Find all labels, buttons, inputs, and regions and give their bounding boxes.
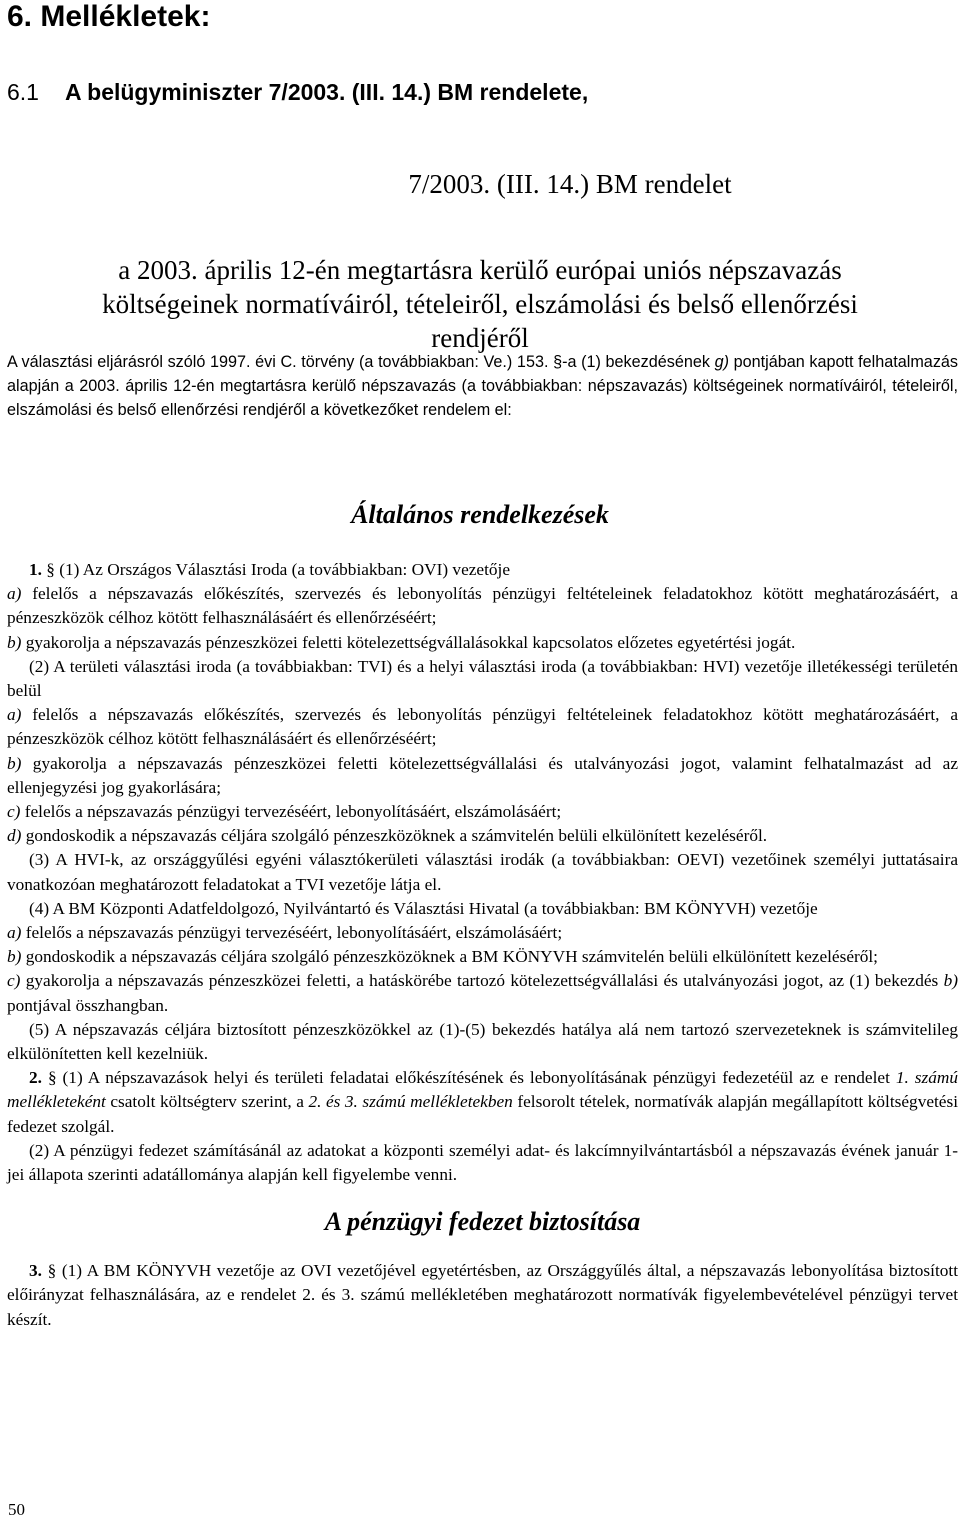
decree-subtitle-line-1: a 2003. április 12-én megtartásra kerülő európai uniós népszavazás [118, 255, 842, 285]
chapter-title: 6. Mellékletek: [7, 0, 211, 33]
section-3-number: 3. [29, 1261, 42, 1281]
intro-text-italic: g) [714, 353, 729, 371]
section-1-p4-item-a: a) felelős a népszavazás pénzügyi tervezéséért, lebonyolításáért, elszámolásáért; [7, 923, 563, 943]
section-2-number: 2. [29, 1068, 42, 1088]
intro-paragraph [7, 350, 958, 422]
section-1-paragraph-5: (5) A népszavazás céljára biztosított pénzeszközökkel az (1)-(5) bekezdés hatálya alá nem tartozó szervezeteknek is számvitelileg elkülönítetten kell kezelniük. [7, 1019, 958, 1064]
section-3-paragraph-1: 3. § (1) A BM KÖNYVH vezetője az OVI vezetőjével egyetértésben, az Országgyűlés által, a népszavazás lebonyolítása biztosított előirányzat felhasználására, az e rendelet 2. és 3. számú mellékletében meghatározott normatívák figyelembevételével pénzügyi tervet készít. [7, 1261, 958, 1329]
intro-text-1: A választási eljárásról szóló 1997. évi C. törvény (a továbbiakban: Ve.) 153. §-a (1) bekezdésének [7, 353, 715, 371]
section-1-paragraph-4: (4) A BM Központi Adatfeldolgozó, Nyilvántartó és Választási Hivatal (a továbbiakban: BM KÖNYVH) vezetője [29, 898, 818, 918]
section-1-p2-item-c: c) felelős a népszavazás pénzügyi tervezéséért, lebonyolításáért, elszámolásáért; [7, 802, 562, 822]
decree-title: 7/2003. (III. 14.) BM rendelet [408, 169, 732, 199]
section-1-paragraph-2: (2) A területi választási iroda (a továbbiakban: TVI) és a helyi választási iroda (a továbbiakban: HVI) vezetője illetékességi területén belül [7, 656, 958, 701]
section-1-p2-item-a: a) felelős a népszavazás előkészítés, szervezés és lebonyolítás pénzügyi feltételeinek feladatokhoz kötött meghatározásáért, a pénzeszközök célhoz kötött felhasználásáért és ellenőrzéséért; [7, 705, 958, 749]
heading-financial-coverage: A pénzügyi fedezet biztosítása [324, 1207, 641, 1237]
intro-text-2: pontjában kapott felhatalmazás alapján a 2003. április 12-én megtartásra kerülő népszavazás (a továbbiakban: népszavazás) költségeinek normatíváiról, tételeiről, elszámolási és belső ellenőrzési rendjéről a következőket rendelem el: [7, 353, 959, 419]
section-1-p4-item-b: b) gondoskodik a népszavazás céljára szolgáló pénzeszközöknek a BM KÖNYVH számvitelén belüli elkülönített kezeléséről; [7, 947, 878, 967]
section-title: A belügyminiszter 7/2003. (III. 14.) BM rendelete, [65, 79, 589, 105]
section-1-p2-item-d: d) gondoskodik a népszavazás céljára szolgáló pénzeszközöknek a számvitelén belüli elkülönített kezeléséről. [7, 826, 768, 846]
heading-general-provisions: Általános rendelkezések [351, 500, 609, 529]
section-2-paragraph-1: 2. § (1) A népszavazások helyi és területi feladatai előkészítésének és lebonyolításának pénzügyi fedezetéül az e rendelet 1. számú mellékleteként csatolt költségterv szerint, a 2. és 3. számú mellékletekben felsorolt tételek, normatívák alapján megállapított költségvetési fedezet szolgál. [7, 1068, 959, 1136]
page-number: 50 [8, 1500, 25, 1519]
section-1-p2-item-b: b) gyakorolja a népszavazás pénzeszközei feletti kötelezettségvállalási és utalványozási jogot, valamint felhatalmazást ad az ellenjegyzési jog gyakorlására; [7, 753, 958, 797]
section-1-number: 1. [29, 560, 42, 579]
section-1-paragraph-1: 1. § (1) Az Országos Választási Iroda (a továbbiakban: OVI) vezetője [29, 560, 510, 579]
decree-subtitle-line-3: rendjéről [431, 323, 529, 353]
decree-subtitle-line-2: költségeinek normatíváiról, tételeiről, elszámolási és belső ellenőrzési [102, 289, 858, 319]
section-1-paragraph-3: (3) A HVI-k, az országgyűlési egyéni választókerületi választási irodák (a továbbiakban: OEVI) vezetőinek személyi juttatásaira vonatkozóan meghatározott feladatokat a TVI vezetője látja el. [7, 850, 958, 894]
section-2-paragraph-2: (2) A pénzügyi fedezet számításánál az adatokat a központi személyi adat- és lakcímnyilvántartásból a népszavazás évének január 1-jei állapota szerinti adatállománya alapján kell figyelembe venni. [7, 1140, 958, 1185]
section-1-p4-item-c: c) gyakorolja a népszavazás pénzeszközei feletti, a hatáskörébe tartozó kötelezettségvállalási és utalványozási jogot, az (1) bekezdés b) pontjával összhangban. [7, 971, 958, 1015]
section-1-item-b: b) gyakorolja a népszavazás pénzeszközei feletti kötelezettségvállalásokkal kapcsolatos előzetes egyetértési jogát. [7, 632, 796, 652]
section-heading-6-1 [7, 78, 960, 106]
section-number: 6.1 [7, 79, 39, 105]
decree-body [7, 558, 958, 1332]
section-1-item-a: a) felelős a népszavazás előkészítés, szervezés és lebonyolítás pénzügyi feltételeinek feladatokhoz kötött meghatározásáért, a pénzeszközök célhoz kötött felhasználásáért és ellenőrzéséért; [7, 584, 958, 628]
